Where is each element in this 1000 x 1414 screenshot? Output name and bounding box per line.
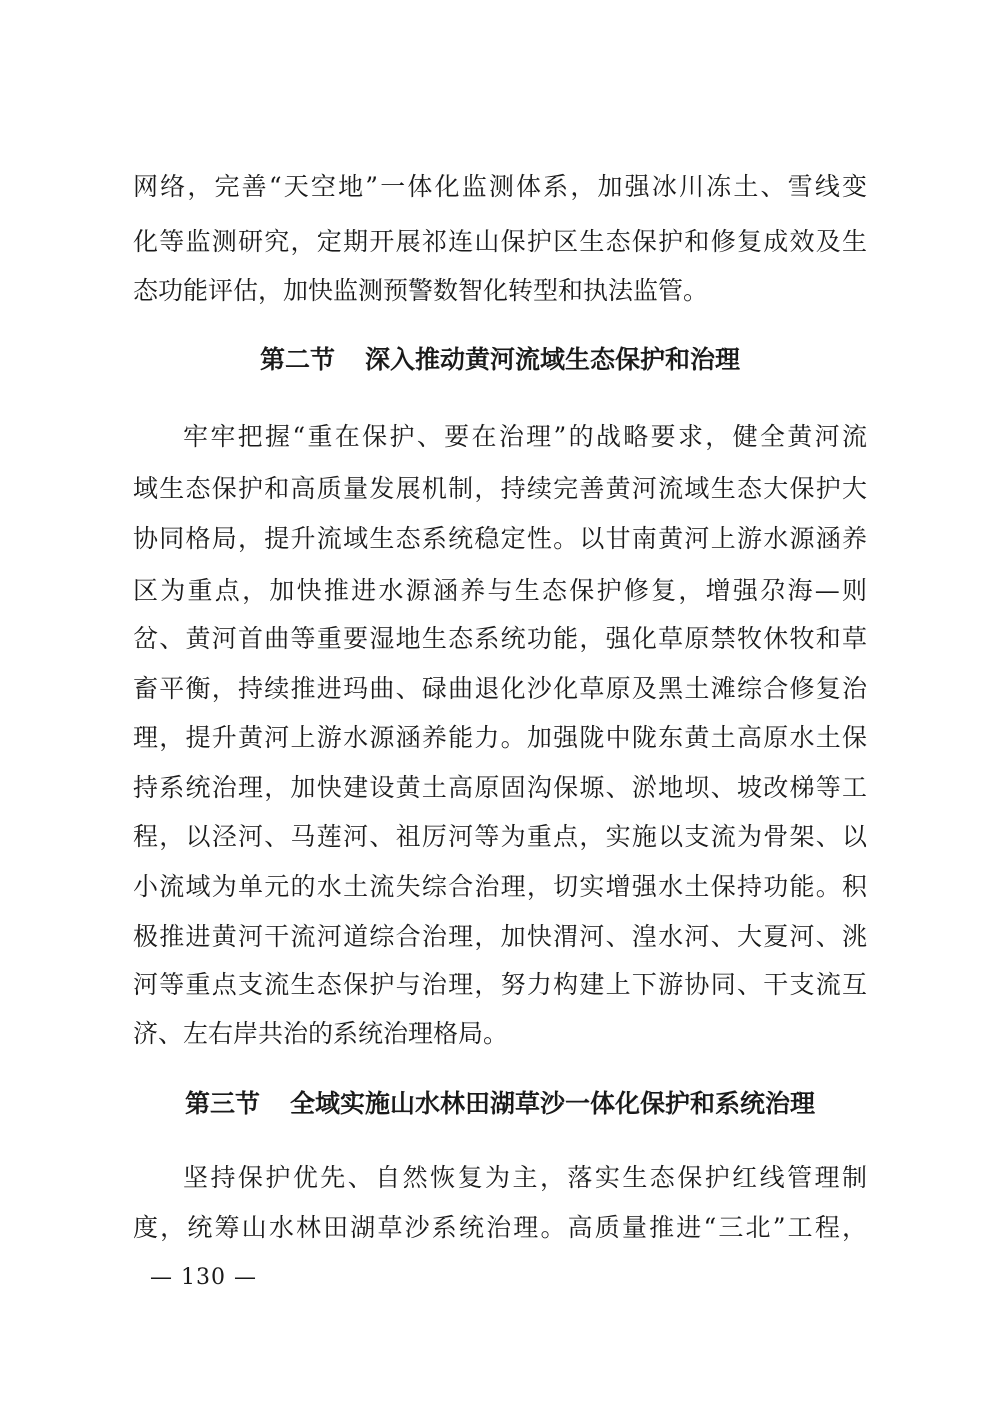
body-text-line: 岔、黄河首曲等重要湿地生态系统功能，强化草原禁牧休牧和草: [133, 624, 867, 653]
body-text-line: 坚持保护优先、自然恢复为主，落实生态保护红线管理制: [183, 1163, 867, 1192]
body-text-line: 畜平衡，持续推进玛曲、碌曲退化沙化草原及黑土滩综合修复治: [133, 674, 867, 703]
body-text-line: 程，以泾河、马莲河、祖厉河等为重点，实施以支流为骨架、以: [133, 822, 867, 851]
body-text-line: 区为重点，加快推进水源涵养与生态保护修复，增强尕海—则: [133, 576, 867, 605]
body-text-line: 牢牢把握“重在保护、要在治理”的战略要求，健全黄河流: [183, 422, 867, 451]
body-text-line: 理，提升黄河上游水源涵养能力。加强陇中陇东黄土高原水土保: [133, 723, 867, 752]
body-text-line: 域生态保护和高质量发展机制，持续完善黄河流域生态大保护大: [133, 474, 867, 503]
body-text-line: 化等监测研究，定期开展祁连山保护区生态保护和修复成效及生: [133, 227, 867, 256]
body-text-line: 度，统筹山水林田湖草沙系统治理。高质量推进“三北”工程，: [133, 1213, 867, 1242]
section-number: 第三节: [184, 1089, 260, 1118]
body-text-line: 协同格局，提升流域生态系统稳定性。以甘南黄河上游水源涵养: [133, 524, 867, 553]
section-title: 全域实施山水林田湖草沙一体化保护和系统治理: [290, 1089, 816, 1118]
body-text-line: 持系统治理，加快建设黄土高原固沟保塬、淤地坝、坡改梯等工: [133, 773, 867, 802]
body-text-line: 济、左右岸共治的系统治理格局。: [133, 1019, 509, 1048]
body-text-line: 小流域为单元的水土流失综合治理，切实增强水土保持功能。积: [133, 872, 867, 901]
section-title: 深入推动黄河流域生态保护和治理: [365, 345, 741, 374]
body-text-line: 网络，完善“天空地”一体化监测体系，加强冰川冻土、雪线变: [133, 172, 867, 201]
body-text-line: 态功能评估，加快监测预警数智化转型和执法监管。: [133, 276, 709, 305]
body-text-line: 极推进黄河干流河道综合治理，加快渭河、湟水河、大夏河、洮: [133, 922, 867, 951]
section-heading: [0, 345, 1000, 375]
page-number: — 130 —: [150, 1265, 257, 1290]
section-number: 第二节: [259, 345, 335, 374]
body-text-line: 河等重点支流生态保护与治理，努力构建上下游协同、干支流互: [133, 970, 867, 999]
section-heading: [0, 1089, 1000, 1119]
